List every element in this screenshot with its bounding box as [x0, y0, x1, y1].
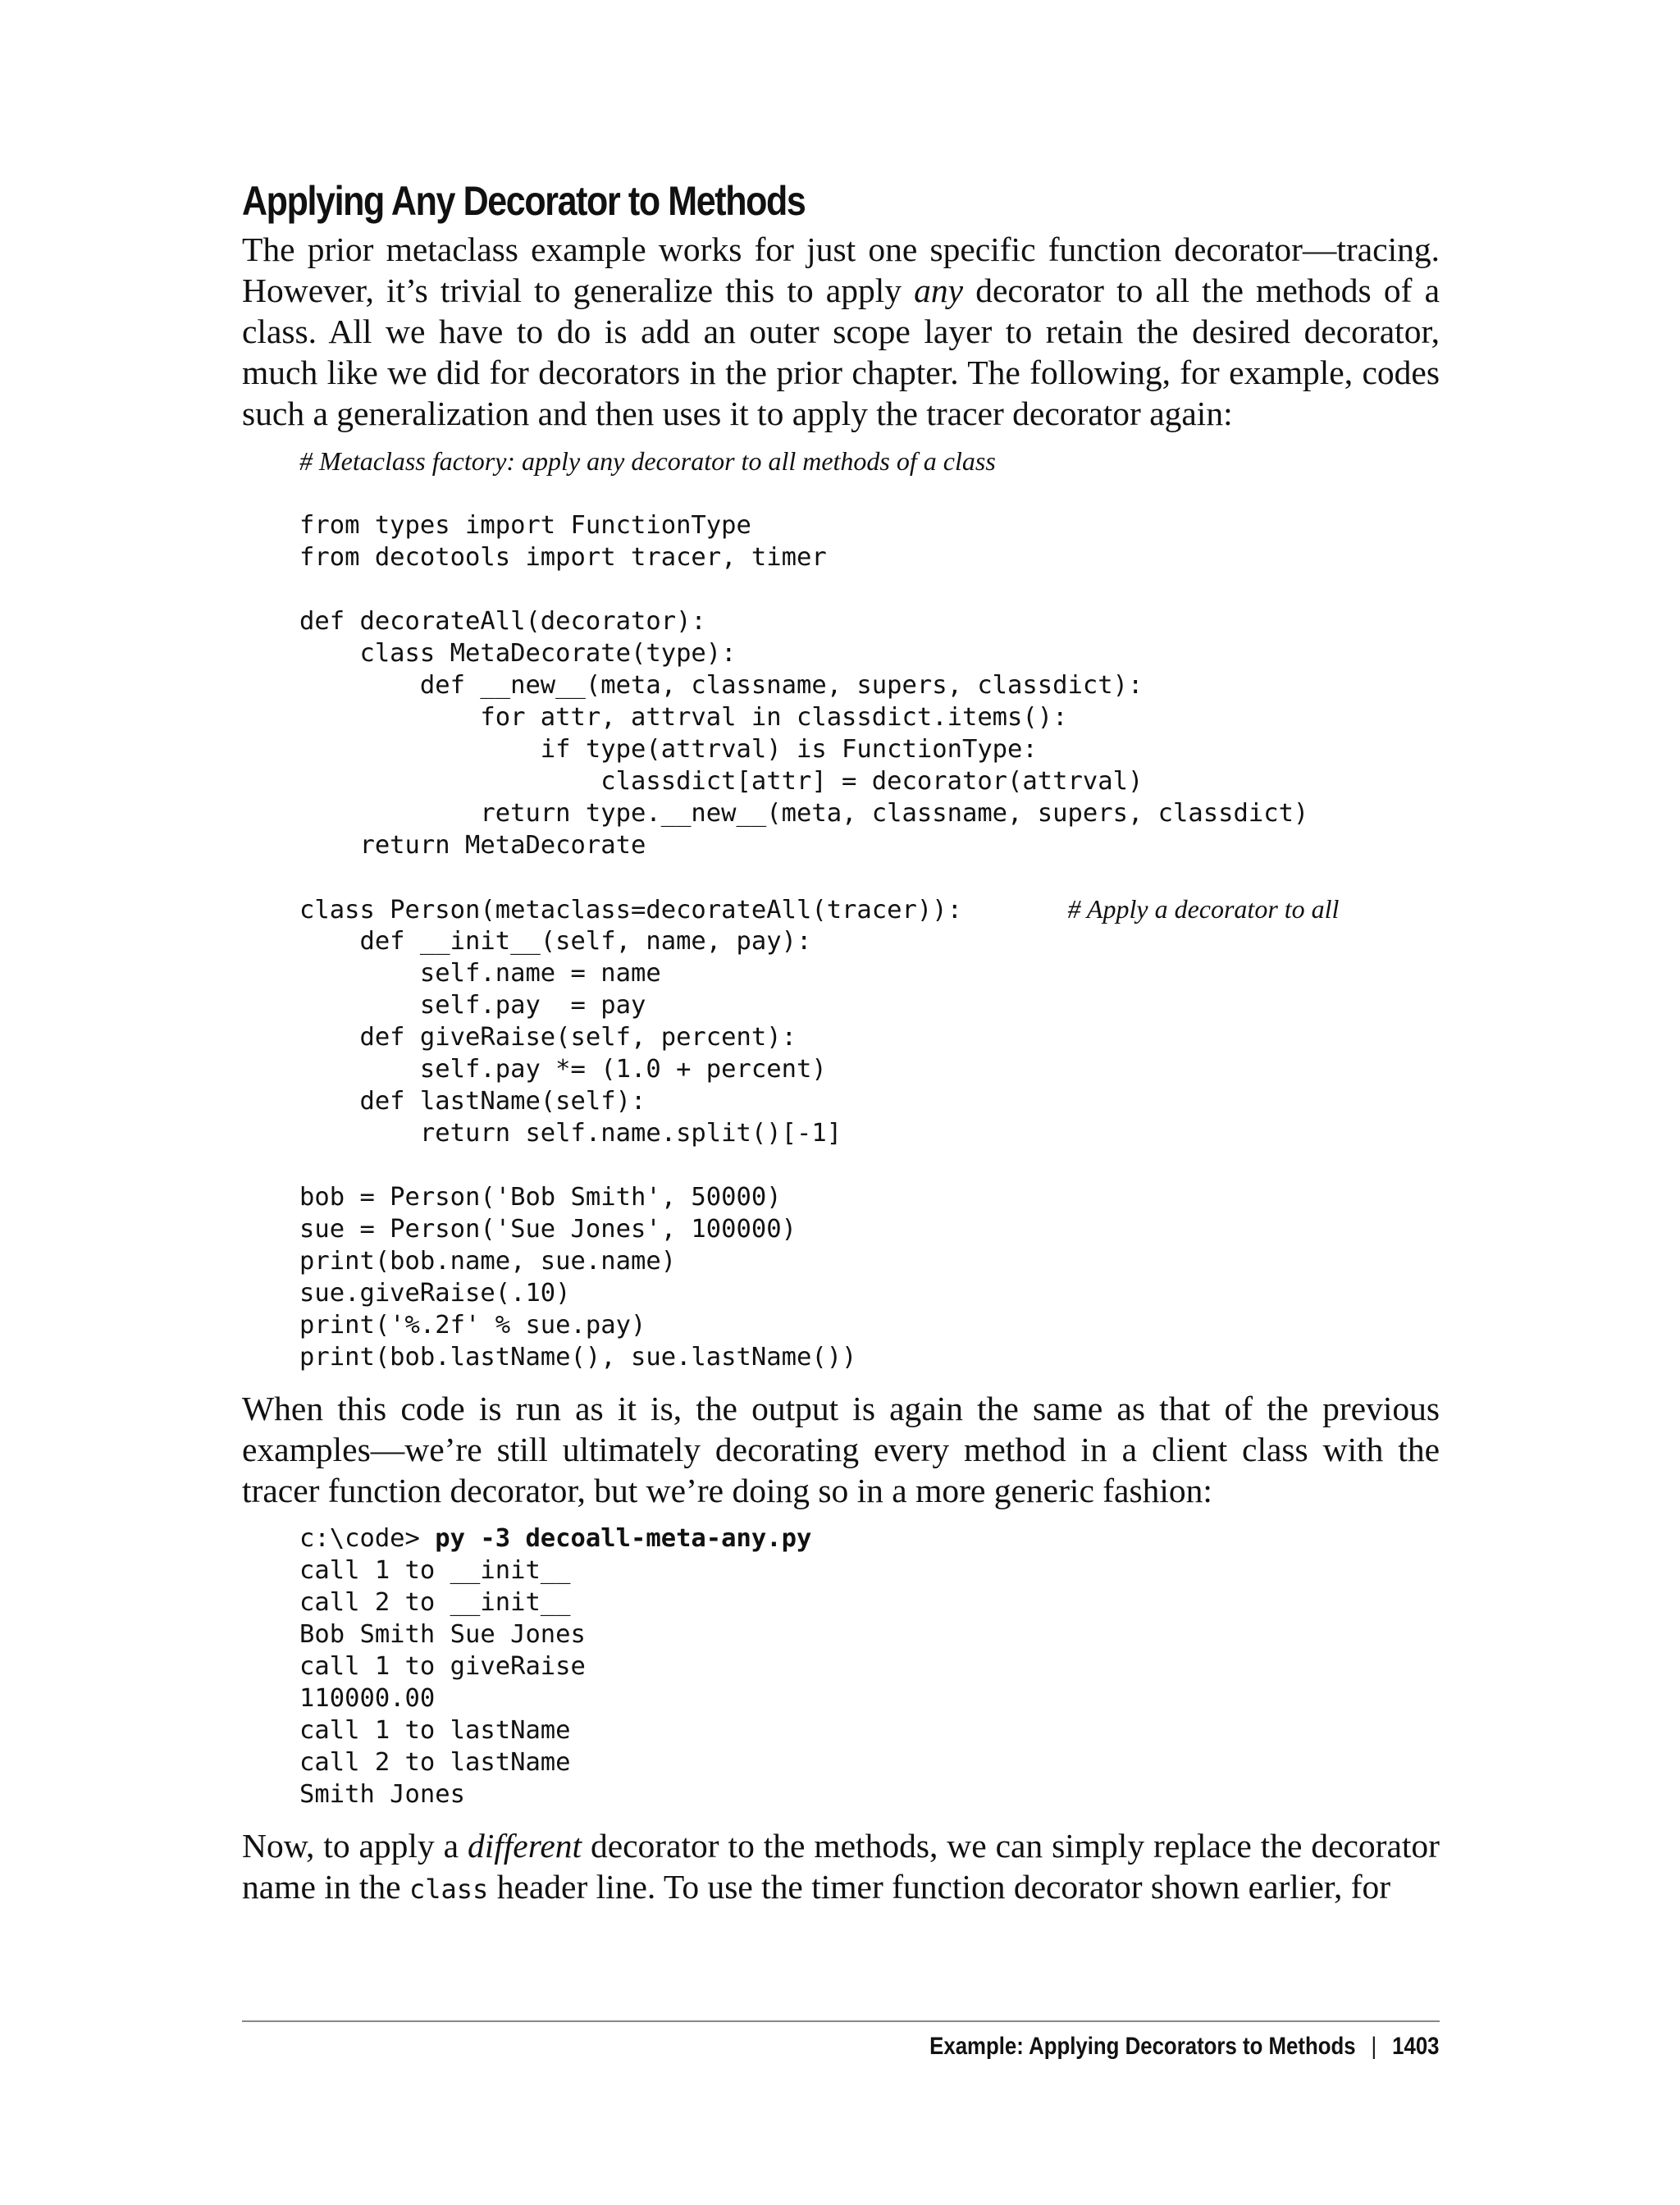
console-command-line [299, 1522, 1440, 1554]
paragraph-intro-part2: decorator to all the methods of a class. All we have to do is add an outer scope layer to retain the desired decorator, much like we did for decorators in the prior chapter. The following, for example, codes such a generalization and then uses it to apply the tracer decorator again: [242, 272, 1440, 432]
console-output-line: Bob Smith Sue Jones [299, 1620, 586, 1649]
code-line: def lastName(self): [299, 1087, 646, 1116]
code-line: return type.__new__(meta, classname, supers, classdict) [299, 799, 1309, 828]
paragraph-different-part2: decorator to the methods, we can simply replace the decorator name in the [242, 1827, 1440, 1906]
code-line: bob = Person('Bob Smith', 50000) [299, 1183, 782, 1212]
code-line: for attr, attrval in classdict.items(): [299, 703, 1068, 732]
paragraph-intro [242, 229, 1440, 434]
code-line: class MetaDecorate(type): [299, 639, 737, 668]
code-comment-header: # Metaclass factory: apply any decorator to all methods of a class [299, 446, 996, 476]
console-output-line: call 1 to lastName [299, 1716, 571, 1745]
code-line: def decorateAll(decorator): [299, 607, 706, 636]
code-class-header: class Person(metaclass=decorateAll(tracer)): [299, 896, 1068, 924]
page-content [242, 179, 1440, 1910]
code-blank-line [299, 861, 1440, 893]
code-line: from types import FunctionType [299, 511, 751, 540]
code-line: from decotools import tracer, timer [299, 543, 827, 572]
console-output-line: call 1 to giveRaise [299, 1652, 586, 1681]
code-listing-decorate-all [299, 445, 1440, 1373]
code-line: print(bob.name, sue.name) [299, 1247, 677, 1276]
code-blank-line [299, 573, 1440, 605]
code-line: sue.giveRaise(.10) [299, 1279, 571, 1308]
inline-code-class: class [409, 1874, 489, 1905]
code-line: print('%.2f' % sue.pay) [299, 1311, 646, 1340]
paragraph-output-explanation: When this code is run as it is, the output is again the same as that of the previous examples—we’re still ultimately decorating every method in a client class with the tracer function decorator, but we’re doing so in a more generic fashion: [242, 1390, 1440, 1509]
code-blank-line [299, 477, 1440, 509]
code-blank-line [299, 1149, 1440, 1181]
page-number: 1403 [1392, 2033, 1440, 2060]
code-line: if type(attrval) is FunctionType: [299, 735, 1038, 764]
code-line: print(bob.lastName(), sue.lastName()) [299, 1343, 857, 1372]
code-line: sue = Person('Sue Jones', 100000) [299, 1215, 797, 1244]
console-output-line: call 1 to __init__ [299, 1556, 571, 1585]
console-prompt: c:\code> [299, 1524, 436, 1553]
footer-divider [242, 2020, 1440, 2022]
code-line: def __new__(meta, classname, supers, classdict): [299, 671, 1144, 700]
console-command: py -3 decoall-meta-any.py [435, 1524, 812, 1553]
code-line: def giveRaise(self, percent): [299, 1023, 797, 1052]
section-title: Applying Any Decorator to Methods [242, 178, 806, 224]
code-line: self.pay = pay [299, 991, 646, 1020]
paragraph-intro-part1: The prior metaclass example works for just one specific function decorator—tracing. However, it’s trivial to generalize this to apply [242, 231, 1440, 309]
code-line: def __init__(self, name, pay): [299, 927, 812, 956]
paragraph-intro-emphasis: any [914, 272, 964, 309]
footer-separator: | [1371, 2033, 1377, 2060]
code-line: self.pay *= (1.0 + percent) [299, 1055, 827, 1084]
page-footer [930, 2033, 1440, 2061]
paragraph-different-decorator [242, 1825, 1440, 1910]
console-output-line: Smith Jones [299, 1780, 465, 1809]
code-line: self.name = name [299, 959, 661, 988]
code-inline-comment: # Apply a decorator to all [1067, 894, 1340, 924]
console-output-line: 110000.00 [299, 1684, 436, 1713]
paragraph-different-part1: Now, to apply a [242, 1827, 468, 1865]
console-output-line: call 2 to __init__ [299, 1588, 571, 1617]
code-line: return MetaDecorate [299, 831, 646, 860]
code-line: return self.name.split()[-1] [299, 1119, 842, 1148]
console-output-line: call 2 to lastName [299, 1748, 571, 1777]
code-listing-output [299, 1522, 1440, 1810]
paragraph-different-part3: header line. To use the timer function decorator shown earlier, for [488, 1868, 1391, 1906]
running-title: Example: Applying Decorators to Methods [929, 2033, 1357, 2060]
paragraph-different-emphasis: different [467, 1827, 582, 1865]
code-line: classdict[attr] = decorator(attrval) [299, 767, 1144, 796]
code-line-class-person [299, 893, 1440, 925]
